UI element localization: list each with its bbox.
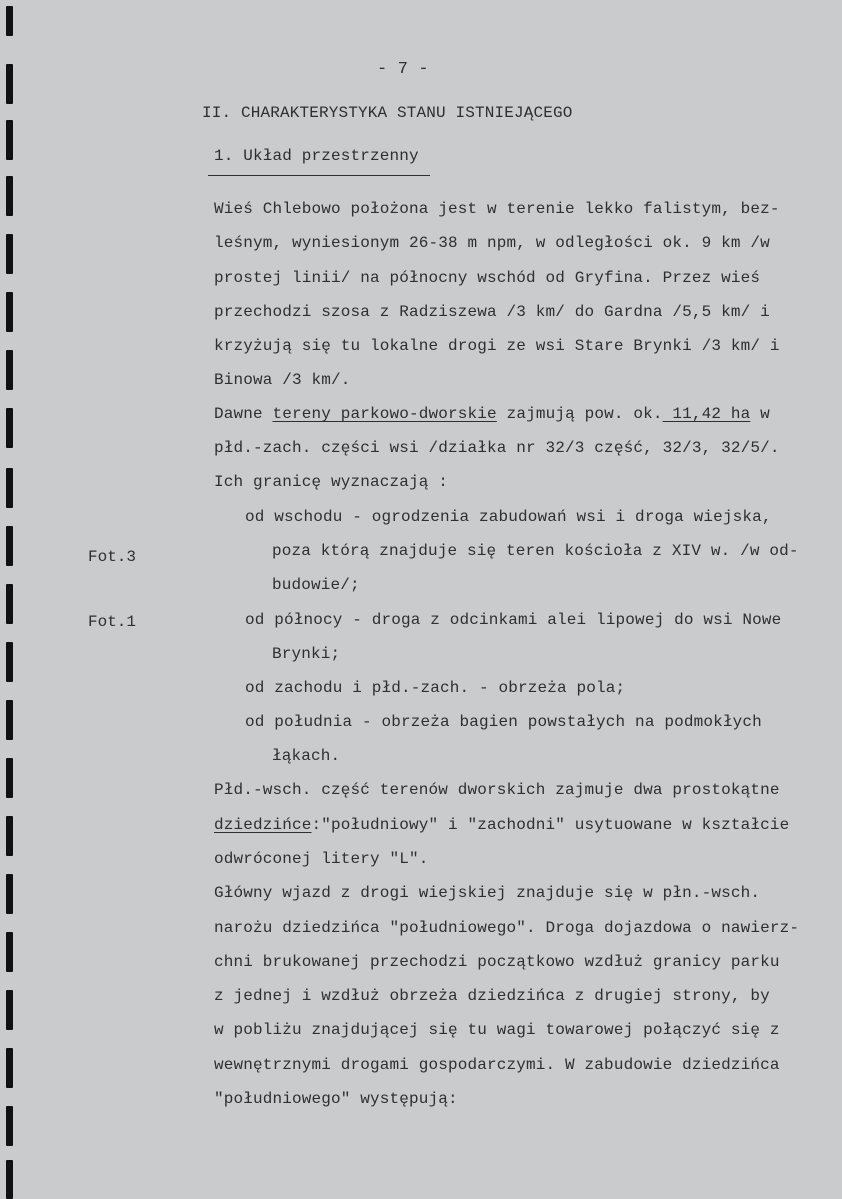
text-line: odwróconej litery "L".: [214, 850, 429, 868]
text-line: z jednej i wzdłuż obrzeża dziedzińca z drugiej strony, by: [214, 987, 770, 1005]
binding-hole: [6, 990, 13, 1030]
text-segment: Dawne: [214, 405, 273, 423]
binding-hole: [6, 292, 13, 332]
text-line: Płd.-wsch. część terenów dworskich zajmuje dwa prostokątne: [214, 781, 780, 799]
underlined-term: tereny parkowo-dworskie: [272, 405, 497, 423]
text-line: przechodzi szosa z Radziszewa /3 km/ do Gardna /5,5 km/ i: [214, 303, 770, 321]
text-line: leśnym, wyniesionym 26-38 m npm, w odległości ok. 9 km /w: [214, 234, 770, 252]
binding-holes: [0, 0, 40, 1199]
margin-note: Fot.1: [88, 613, 137, 631]
text-line: Binowa /3 km/.: [214, 371, 351, 389]
subsection-underline: [208, 175, 430, 176]
binding-hole: [6, 932, 13, 972]
text-line: Ich granicę wyznaczają :: [214, 473, 449, 491]
text-line: chni brukowanej przechodzi początkowo wzdłuż granicy parku: [214, 953, 780, 971]
binding-hole: [6, 1160, 13, 1199]
binding-hole: [6, 234, 13, 274]
binding-hole: [6, 874, 13, 914]
text-line: krzyżują się tu lokalne drogi ze wsi Stare Brynki /3 km/ i: [214, 337, 780, 355]
binding-hole: [6, 700, 13, 740]
text-segment: :"południowy" i "zachodni" usytuowane w kształcie: [311, 816, 790, 834]
binding-hole: [6, 408, 13, 448]
binding-hole: [6, 758, 13, 798]
boundary-line: od wschodu - ogrodzenia zabudowań wsi i droga wiejska,: [245, 508, 772, 526]
text-line: narożu dziedzińca "południowego". Droga dojazdowa o nawierz-: [214, 919, 800, 937]
boundary-line: od południa - obrzeża bagien powstałych na podmokłych: [245, 713, 762, 731]
text-line: wewnętrznymi drogami gospodarczymi. W zabudowie dziedzińca: [214, 1056, 780, 1074]
text-line: [214, 815, 789, 835]
margin-note: Fot.3: [88, 548, 137, 566]
binding-hole: [6, 468, 13, 508]
binding-hole: [6, 120, 13, 160]
page-number: - 7 -: [377, 60, 429, 79]
text-line: [214, 404, 770, 424]
boundary-line: łąkach.: [272, 747, 341, 765]
binding-hole: [6, 584, 13, 624]
boundary-line: budowie/;: [272, 576, 360, 594]
underlined-term: dziedzińce: [214, 816, 312, 834]
text-segment: zajmują pow. ok.: [496, 405, 663, 423]
binding-hole: [6, 350, 13, 390]
text-segment: w: [750, 405, 770, 423]
subsection-title: 1. Układ przestrzenny: [214, 147, 419, 165]
section-title: II. CHARAKTERYSTYKA STANU ISTNIEJĄCEGO: [202, 104, 573, 122]
text-line: prostej linii/ na północny wschód od Gryfina. Przez wieś: [214, 269, 761, 287]
text-line: w pobliżu znajdującej się tu wagi towarowej połączyć się z: [214, 1021, 780, 1039]
binding-hole: [6, 176, 13, 216]
underlined-area: 11,42 ha: [662, 405, 751, 423]
binding-hole: [6, 1048, 13, 1088]
text-line: płd.-zach. części wsi /działka nr 32/3 część, 32/3, 32/5/.: [214, 439, 780, 457]
boundary-line: Brynki;: [272, 645, 341, 663]
binding-hole: [6, 816, 13, 856]
binding-hole: [6, 64, 13, 104]
text-line: Wieś Chlebowo położona jest w terenie lekko falistym, bez-: [214, 200, 780, 218]
binding-hole: [6, 526, 13, 566]
text-line: Główny wjazd z drogi wiejskiej znajduje się w płn.-wsch.: [214, 884, 761, 902]
boundary-line: poza którą znajduje się teren kościoła z XIV w. /w od-: [272, 542, 799, 560]
binding-hole: [6, 642, 13, 682]
text-line: "południowego" występują:: [214, 1090, 458, 1108]
boundary-line: od zachodu i płd.-zach. - obrzeża pola;: [245, 679, 626, 697]
binding-hole: [6, 1106, 13, 1146]
boundary-line: od północy - droga z odcinkami alei lipowej do wsi Nowe: [245, 611, 782, 629]
binding-hole: [6, 6, 13, 36]
